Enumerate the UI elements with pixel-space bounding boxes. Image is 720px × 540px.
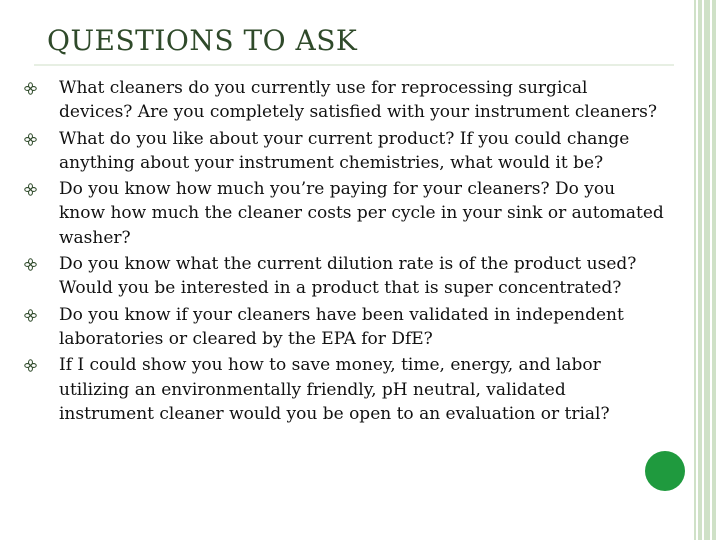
clover-bullet-icon	[24, 133, 37, 146]
bullet-text: Do you know if your cleaners have been validated in independent laboratories or cleared by the EPA for DfE?	[59, 304, 624, 349]
side-stripes	[690, 0, 720, 540]
stripe	[712, 0, 716, 540]
list-item	[24, 353, 664, 426]
bullet-text: What cleaners do you currently use for reprocessing surgical devices? Are you completely satisfied with your instrument cleaners?	[59, 78, 657, 123]
clover-bullet-icon	[24, 183, 37, 196]
green-circle-icon	[645, 451, 685, 491]
list-item	[24, 252, 664, 301]
clover-bullet-icon	[24, 82, 37, 95]
list-item	[24, 177, 664, 250]
bullet-text: If I could show you how to save money, time, energy, and labor utilizing an environmentally friendly, pH neutral, validated instrument cleaner would you be open to an evaluation or trial?	[59, 355, 610, 424]
clover-bullet-icon	[24, 359, 37, 372]
list-item	[24, 127, 664, 176]
stripe	[698, 0, 702, 540]
list-item	[24, 303, 664, 352]
bullet-list	[24, 76, 664, 428]
stripe	[694, 0, 696, 540]
stripe	[704, 0, 710, 540]
bullet-text: What do you like about your current product? If you could change anything about your instrument chemistries, what would it be?	[59, 128, 630, 173]
bullet-text: Do you know how much you’re paying for your cleaners? Do you know how much the cleaner costs per cycle in your sink or automated washer?	[59, 179, 664, 248]
clover-bullet-icon	[24, 309, 37, 322]
clover-bullet-icon	[24, 258, 37, 271]
slide-title: QUESTIONS TO ASK	[47, 24, 358, 57]
list-item	[24, 76, 664, 125]
title-divider	[34, 64, 674, 66]
bullet-text: Do you know what the current dilution rate is of the product used? Would you be interested in a product that is super concentrated?	[59, 254, 637, 299]
